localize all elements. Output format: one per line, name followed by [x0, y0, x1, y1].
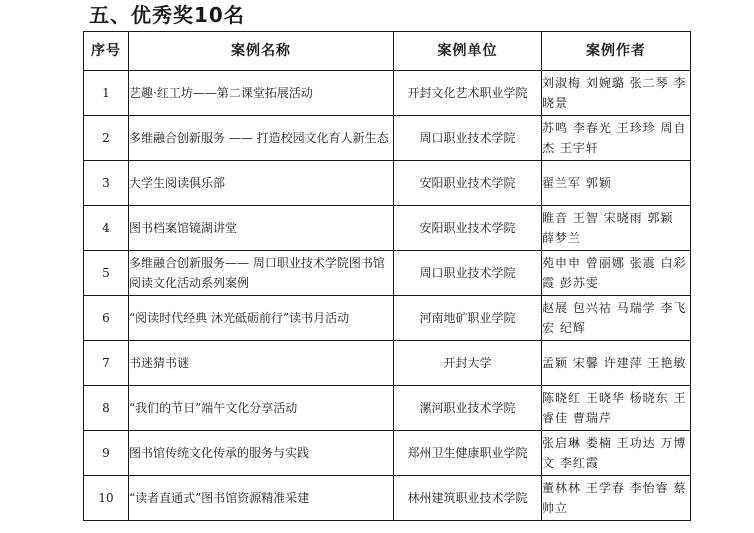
- case-unit: 开封文化艺术职业学院: [394, 71, 542, 116]
- case-authors: 翟兰军 郭颖: [542, 161, 691, 206]
- row-number: 4: [84, 206, 129, 251]
- table-row: [84, 431, 691, 476]
- table-row: [84, 206, 691, 251]
- case-name: 图书馆传统文化传承的服务与实践: [129, 431, 394, 476]
- table-row: [84, 251, 691, 296]
- case-authors: 陈晓红 王晓华 杨晓东 王睿佳 曹瑞芹: [542, 386, 691, 431]
- case-name: “我们的节日”端午文化分享活动: [129, 386, 394, 431]
- case-authors: 孟颖 宋馨 许建萍 王艳敏: [542, 341, 691, 386]
- case-authors: 董林林 王学春 李怡睿 蔡帅立: [542, 476, 691, 521]
- table-row: [84, 386, 691, 431]
- case-authors: 赵展 包兴祜 马瑞学 李飞宏 纪辉: [542, 296, 691, 341]
- case-name: 图书档案馆镜湖讲堂: [129, 206, 394, 251]
- case-name: 多维融合创新服务 —— 打造校园文化育人新生态: [129, 116, 394, 161]
- case-unit: 林州建筑职业技术学院: [394, 476, 542, 521]
- row-number: 3: [84, 161, 129, 206]
- row-number: 7: [84, 341, 129, 386]
- case-authors: 张启琳 娄楠 王功达 万博文 李红霞: [542, 431, 691, 476]
- case-unit: 开封大学: [394, 341, 542, 386]
- row-number: 9: [84, 431, 129, 476]
- row-number: 2: [84, 116, 129, 161]
- table-row: [84, 341, 691, 386]
- table-row: [84, 296, 691, 341]
- header-row: [84, 32, 691, 71]
- row-number: 8: [84, 386, 129, 431]
- header-unit: 案例单位: [394, 32, 542, 71]
- header-no: 序号: [84, 32, 129, 71]
- table-row: [84, 476, 691, 521]
- case-authors: 苑申申 曾丽娜 张震 白彩霞 彭苏雯: [542, 251, 691, 296]
- awards-table: [83, 31, 691, 521]
- table-row: [84, 161, 691, 206]
- case-unit: 郑州卫生健康职业学院: [394, 431, 542, 476]
- case-name: 多维融合创新服务—— 周口职业技术学院图书馆阅读文化活动系列案例: [129, 251, 394, 296]
- case-name: 艺趣·红工坊——第二课堂拓展活动: [129, 71, 394, 116]
- case-authors: 苏鸣 李春光 王珍珍 周自杰 王宇轩: [542, 116, 691, 161]
- case-unit: 周口职业技术学院: [394, 116, 542, 161]
- row-number: 1: [84, 71, 129, 116]
- case-name: 书迷猜书谜: [129, 341, 394, 386]
- case-unit: 安阳职业技术学院: [394, 161, 542, 206]
- case-name: 大学生阅读俱乐部: [129, 161, 394, 206]
- section-title: 五、优秀奖10名: [89, 3, 245, 27]
- header-name: 案例名称: [129, 32, 394, 71]
- row-number: 10: [84, 476, 129, 521]
- table-row: [84, 116, 691, 161]
- table-row: [84, 71, 691, 116]
- case-unit: 河南地矿职业学院: [394, 296, 542, 341]
- case-authors: 睢音 王智 宋晓雨 郭颖 薛梦兰: [542, 206, 691, 251]
- case-unit: 安阳职业技术学院: [394, 206, 542, 251]
- case-unit: 周口职业技术学院: [394, 251, 542, 296]
- row-number: 6: [84, 296, 129, 341]
- case-name: “读者直通式”图书馆资源精准采建: [129, 476, 394, 521]
- header-authors: 案例作者: [542, 32, 691, 71]
- case-unit: 漯河职业技术学院: [394, 386, 542, 431]
- case-authors: 刘淑梅 刘婉璐 张二琴 李晓景: [542, 71, 691, 116]
- row-number: 5: [84, 251, 129, 296]
- case-name: “阅读时代经典 沐光砥砺前行”读书月活动: [129, 296, 394, 341]
